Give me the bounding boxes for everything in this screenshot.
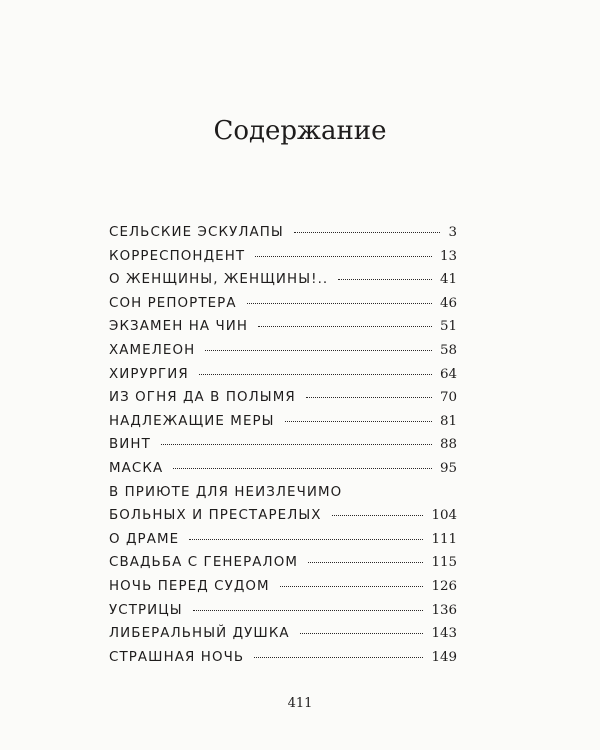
toc-entry-title: ЭКЗАМЕН НА ЧИН bbox=[109, 319, 249, 335]
toc-entry-page: 104 bbox=[431, 508, 457, 524]
dot-leader bbox=[306, 397, 432, 398]
toc-entry-page: 115 bbox=[431, 555, 457, 571]
toc-entry-page: 51 bbox=[439, 319, 457, 335]
toc-entry bbox=[109, 339, 457, 363]
table-of-contents bbox=[109, 221, 457, 669]
dot-leader bbox=[247, 303, 432, 304]
toc-entry bbox=[109, 457, 457, 481]
toc-entry-page: 64 bbox=[439, 366, 457, 382]
toc-entry bbox=[109, 504, 457, 528]
toc-entry-title: НОЧЬ ПЕРЕД СУДОМ bbox=[109, 578, 270, 594]
toc-entry-title: СЕЛЬСКИЕ ЭСКУЛАПЫ bbox=[109, 225, 284, 240]
toc-entry-page: 41 bbox=[439, 272, 457, 288]
page-title: Содержание bbox=[213, 116, 387, 146]
toc-entry bbox=[109, 599, 457, 623]
toc-entry bbox=[109, 245, 457, 269]
toc-entry-page: 111 bbox=[431, 531, 457, 547]
toc-entry bbox=[109, 268, 457, 292]
toc-entry-title: О ЖЕНЩИНЫ, ЖЕНЩИНЫ!.. bbox=[109, 272, 329, 288]
toc-entry bbox=[109, 363, 457, 387]
dot-leader bbox=[161, 444, 432, 445]
toc-entry-page: 143 bbox=[431, 626, 457, 642]
dot-leader bbox=[308, 562, 423, 563]
toc-entry bbox=[109, 575, 457, 599]
dot-leader bbox=[332, 515, 424, 516]
toc-entry bbox=[109, 622, 457, 646]
dot-leader bbox=[258, 326, 432, 327]
dot-leader bbox=[294, 232, 441, 233]
toc-entry-page: 13 bbox=[439, 248, 457, 264]
toc-entry bbox=[109, 433, 457, 457]
toc-entry-title: МАСКА bbox=[109, 460, 164, 476]
toc-entry-page: 46 bbox=[439, 295, 457, 311]
toc-entry-page: 136 bbox=[431, 602, 457, 618]
dot-leader bbox=[193, 610, 424, 611]
toc-entry bbox=[109, 292, 457, 316]
toc-entry-title: ХАМЕЛЕОН bbox=[109, 342, 196, 358]
toc-entry bbox=[109, 410, 457, 434]
toc-entry bbox=[109, 386, 457, 410]
toc-entry-page: 149 bbox=[431, 649, 457, 665]
toc-entry-title: СОН РЕПОРТЕРА bbox=[109, 295, 237, 311]
toc-entry bbox=[109, 528, 457, 552]
toc-entry-page: 81 bbox=[439, 413, 457, 429]
dot-leader bbox=[173, 468, 432, 469]
toc-entry-title: КОРРЕСПОНДЕНТ bbox=[109, 248, 246, 264]
toc-entry-title: О ДРАМЕ bbox=[109, 531, 180, 547]
toc-entry-page: 70 bbox=[439, 390, 457, 406]
dot-leader bbox=[254, 657, 423, 658]
dot-leader bbox=[338, 279, 432, 280]
toc-entry bbox=[109, 646, 457, 670]
dot-leader bbox=[189, 539, 423, 540]
toc-entry-continued bbox=[109, 481, 457, 505]
toc-entry-title: БОЛЬНЫХ И ПРЕСТАРЕЛЫХ bbox=[109, 508, 322, 524]
toc-entry-title: ХИРУРГИЯ bbox=[109, 366, 189, 382]
dot-leader bbox=[300, 633, 424, 634]
toc-entry-page: 95 bbox=[439, 460, 457, 476]
toc-entry bbox=[109, 551, 457, 575]
toc-entry bbox=[109, 221, 457, 245]
toc-entry-title: СТРАШНАЯ НОЧЬ bbox=[109, 649, 245, 665]
dot-leader bbox=[205, 350, 432, 351]
page-number: 411 bbox=[287, 696, 313, 711]
dot-leader bbox=[199, 374, 432, 375]
toc-entry-page: 3 bbox=[448, 225, 457, 240]
toc-entry-page: 88 bbox=[439, 437, 457, 453]
toc-entry-title: УСТРИЦЫ bbox=[109, 602, 183, 618]
toc-entry bbox=[109, 315, 457, 339]
dot-leader bbox=[255, 256, 432, 257]
toc-entry-title: СВАДЬБА С ГЕНЕРАЛОМ bbox=[109, 555, 299, 571]
toc-entry-page: 126 bbox=[431, 578, 457, 594]
dot-leader bbox=[285, 421, 432, 422]
toc-entry-title: ИЗ ОГНЯ ДА В ПОЛЫМЯ bbox=[109, 390, 296, 406]
toc-entry-title: ЛИБЕРАЛЬНЫЙ ДУШКА bbox=[109, 626, 290, 642]
dot-leader bbox=[280, 586, 424, 587]
toc-entry-title: НАДЛЕЖАЩИЕ МЕРЫ bbox=[109, 413, 275, 429]
toc-entry-title: В ПРИЮТЕ ДЛЯ НЕИЗЛЕЧИМО bbox=[109, 484, 343, 500]
toc-entry-page: 58 bbox=[439, 342, 457, 358]
toc-entry-title: ВИНТ bbox=[109, 437, 151, 453]
